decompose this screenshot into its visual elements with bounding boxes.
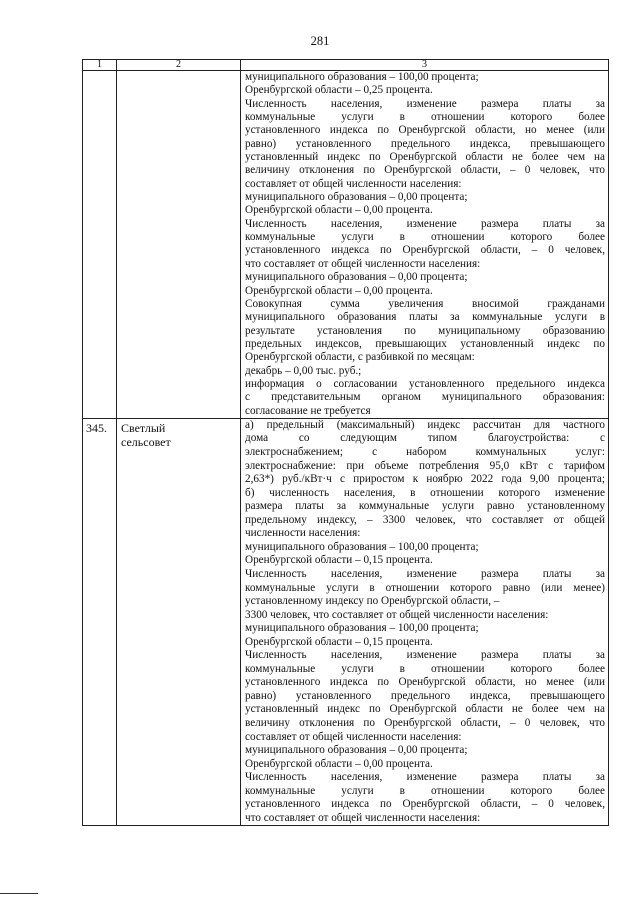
page-number: 281 xyxy=(310,34,330,48)
text-line: что составляет от общей численности населения: xyxy=(245,257,481,270)
text-line: муниципального образования – 100,00 процента; xyxy=(245,540,479,553)
row-name-cell xyxy=(117,71,241,419)
text-line: муниципального образования – 0,00 процента; xyxy=(245,744,468,757)
text-line: электроснабжение: при объеме потребления 95,0 кВт с тарифом xyxy=(245,459,605,472)
municipality-name-line: Светлый xyxy=(121,420,166,435)
text-line: Численность населения, изменение размера платы за xyxy=(245,649,605,662)
text-line: численности населения: xyxy=(245,527,361,540)
text-line: Оренбургской области – 0,00 процента. xyxy=(245,757,433,770)
text-line: с представительным органом муниципального образования: xyxy=(245,391,605,404)
text-line: коммунальные услуги в отношении которого равно (или менее) xyxy=(245,581,605,594)
text-line: установленного индекса по Оренбургской области, – 0 человек, xyxy=(245,244,605,257)
text-line: величину отклонения по Оренбургской области, – 0 человек, что xyxy=(245,164,605,177)
text-line: коммунальные услуги в отношении которого более xyxy=(245,784,605,797)
text-line: Оренбургской области – 0,00 процента. xyxy=(245,284,433,297)
header-col-2: 2 xyxy=(117,60,241,71)
row-text-cell xyxy=(241,418,609,825)
row-number-cell xyxy=(83,71,117,419)
text-line: информация о согласовании установленного предельного индекса xyxy=(245,377,605,390)
text-line: составляет от общей численности населения: xyxy=(245,730,462,743)
text-line: дома со следующим типом благоустройства: с xyxy=(245,432,605,445)
row-name-cell xyxy=(117,418,241,825)
text-line: Оренбургской области – 0,00 процента. xyxy=(245,204,433,217)
text-line: коммунальные услуги в отношении которого более xyxy=(245,231,605,244)
text-line: Численность населения, изменение размера платы за xyxy=(245,567,605,580)
text-line: установленному индексу по Оренбургской области, – xyxy=(245,595,500,608)
text-line: равно) установленного предельного индекса, превышающего xyxy=(245,137,605,150)
text-line: муниципального образования – 0,00 процента; xyxy=(245,191,468,204)
text-line: установленного индекса по Оренбургской области, но менее (или xyxy=(245,124,605,137)
text-line: муниципального образования – 100,00 процента; xyxy=(245,71,479,83)
text-line: предельному индексу, – 3300 человек, что составляет от общей xyxy=(245,513,605,526)
text-line: муниципального образования – 100,00 процента; xyxy=(245,622,479,635)
text-line: величину отклонения по Оренбургской области, – 0 человек, что xyxy=(245,716,605,729)
text-line: коммунальные услуги в отношении которого более xyxy=(245,111,605,124)
text-line: Совокупная сумма увеличения вносимой гражданами xyxy=(245,297,605,310)
row-number-cell: 345. xyxy=(83,418,117,825)
text-line: что составляет от общей численности населения: xyxy=(245,811,481,824)
table-row xyxy=(83,71,609,419)
text-line: муниципального образования – 0,00 процента; xyxy=(245,271,468,284)
table-header-row xyxy=(83,60,609,71)
text-line: Численность населения, изменение размера платы за xyxy=(245,217,605,230)
text-line: установленный индекс по Оренбургской области не более чем на xyxy=(245,151,605,164)
text-line: 2,63*) руб./кВт·ч с приростом к ноябрю 2022 года 9,00 процента; xyxy=(245,473,605,486)
text-line: б) численность населения, в отношении которого изменение xyxy=(245,486,605,499)
text-line: муниципального образования платы за коммунальные услуги в xyxy=(245,311,605,324)
text-line: электроснабжением; с набором коммунальных услуг: xyxy=(245,446,605,459)
text-line: согласование не требуется xyxy=(245,404,371,417)
text-line: коммунальные услуги в отношении которого более xyxy=(245,662,605,675)
document-table xyxy=(82,59,609,826)
text-line: декабрь – 0,00 тыс. руб.; xyxy=(245,364,362,377)
text-line: результате установления по муниципальному образованию xyxy=(245,324,605,337)
text-line: установленного индекса по Оренбургской области, но менее (или xyxy=(245,676,605,689)
text-line: размера платы за коммунальные услуги равно установленному xyxy=(245,500,605,513)
text-line: Оренбургской области, с разбивкой по месяцам: xyxy=(245,351,475,364)
table-row xyxy=(83,418,609,825)
text-line: равно) установленного предельного индекса, превышающего xyxy=(245,689,605,702)
text-line: составляет от общей численности населения: xyxy=(245,177,462,190)
municipality-name-line: сельсовет xyxy=(121,434,171,449)
text-line: установленного индекса по Оренбургской области, – 0 человек, xyxy=(245,798,605,811)
header-col-3: 3 xyxy=(241,60,609,71)
text-line: Численность населения, изменение размера платы за xyxy=(245,97,605,110)
text-line: а) предельный (максимальный) индекс рассчитан для частного xyxy=(245,418,605,431)
text-line: 3300 человек, что составляет от общей численности населения: xyxy=(245,608,549,621)
text-line: предельных индексов, превышающих установленный индекс по xyxy=(245,337,605,350)
text-line: Оренбургской области – 0,15 процента. xyxy=(245,635,433,648)
text-line: установленный индекс по Оренбургской области не более чем на xyxy=(245,703,605,716)
text-line: Численность населения, изменение размера платы за xyxy=(245,771,605,784)
text-line: Оренбургской области – 0,15 процента. xyxy=(245,554,433,567)
footer-rule xyxy=(0,893,38,894)
text-line: Оренбургской области – 0,25 процента. xyxy=(245,84,433,97)
row-text-cell xyxy=(241,71,609,419)
header-col-1: 1 xyxy=(83,60,117,71)
